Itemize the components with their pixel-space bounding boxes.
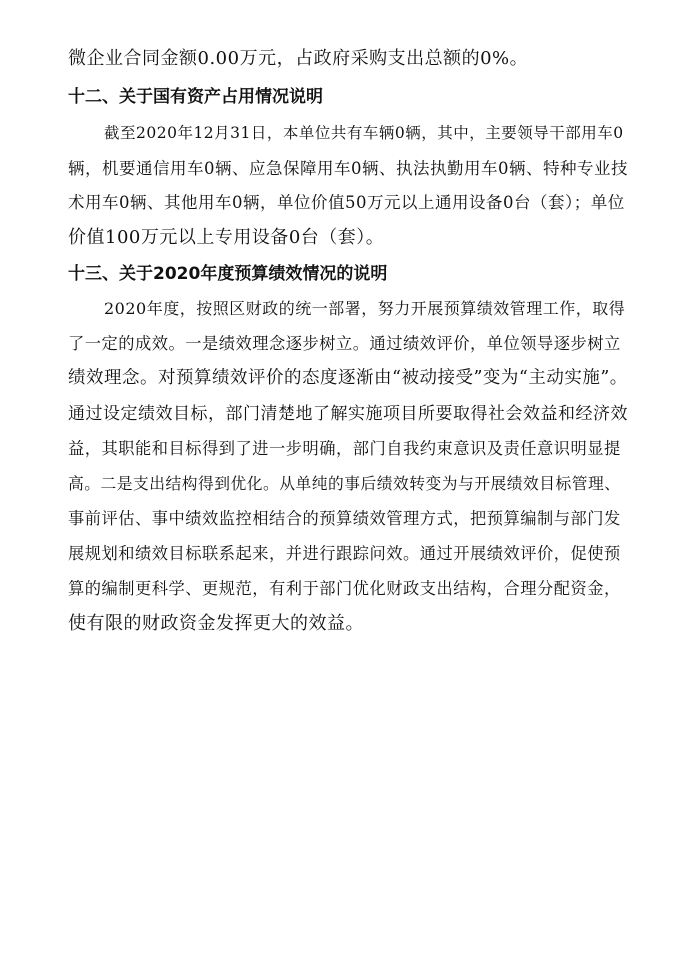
section-13-heading: 十三、关于2020年度预算绩效情况的说明 — [68, 264, 388, 284]
section-12-line-4: 价值100万元以上专用设备0台（套）。 — [68, 227, 385, 248]
section-13-line-10: 使有限的财政资金发挥更大的效益。 — [68, 613, 364, 634]
section-13-line-4: 通过设定绩效目标，部门清楚地了解实施项目所要取得社会效益和经济效 — [68, 404, 628, 424]
section-12-line-1: 截至2020年12月31日，本单位共有车辆0辆，其中，主要领导干部用车0 — [104, 124, 624, 142]
intro-paragraph-line: 微企业合同金额0.00万元，占政府采购支出总额的0%。 — [68, 48, 529, 69]
section-12-line-3: 术用车0辆、其他用车0辆，单位价值50万元以上通用设备0台（套）；单位 — [68, 193, 625, 212]
section-13-line-5: 益，其职能和目标得到了进一步明确，部门自我约束意识及责任意识明显提 — [68, 439, 621, 458]
section-13-line-3: 绩效理念。对预算绩效评价的态度逐渐由“被动接受”变为“主动实施”。 — [68, 368, 628, 388]
section-13-line-7: 事前评估、事中绩效监控相结合的预算绩效管理方式，把预算编制与部门发 — [68, 509, 621, 528]
section-13-line-8: 展规划和绩效目标联系起来，并进行跟踪问效。通过开展绩效评价，促使预 — [68, 544, 621, 563]
section-13-line-6: 高。二是支出结构得到优化。从单纯的事后绩效转变为与开展绩效目标管理、 — [68, 474, 621, 493]
section-13-line-2: 了一定的成效。一是绩效理念逐步树立。通过绩效评价，单位领导逐步树立 — [68, 334, 621, 353]
section-12-heading: 十二、关于国有资产占用情况说明 — [68, 87, 323, 107]
section-12-line-2: 辆，机要通信用车0辆、应急保障用车0辆、执法执勤用车0辆、特种专业技 — [68, 159, 628, 178]
section-13-line-1: 2020年度，按照区财政的统一部署，努力开展预算绩效管理工作，取得 — [104, 299, 626, 318]
section-13-line-9: 算的编制更科学、更规范，有利于部门优化财政支出结构，合理分配资金， — [68, 579, 621, 598]
